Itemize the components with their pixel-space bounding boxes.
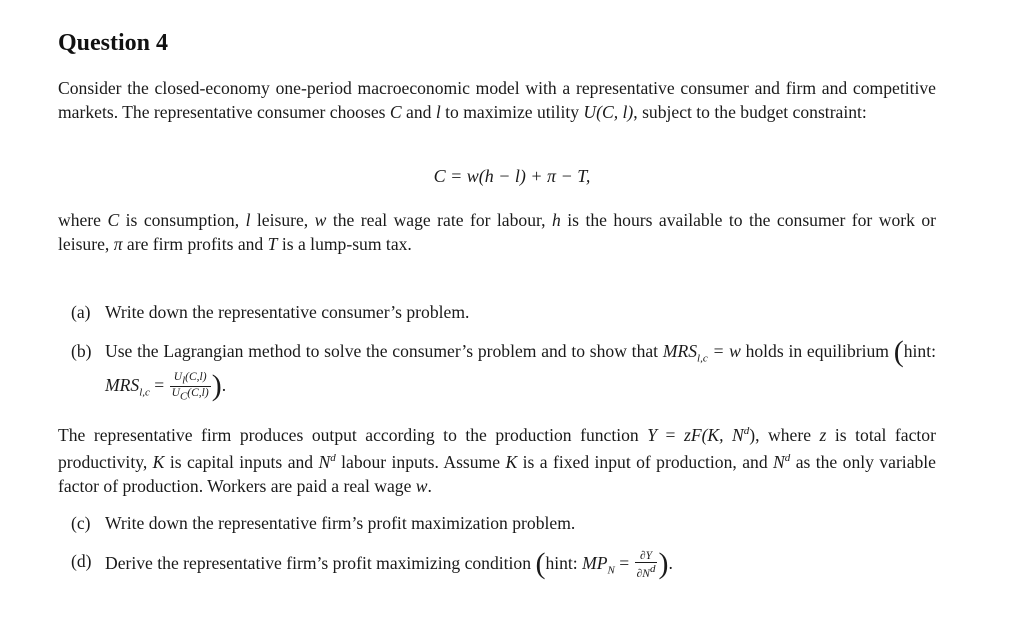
utility-function: U(C, l)	[583, 101, 634, 122]
mrs-fraction: $\frac{U_l(C,l)}{U_C(C,l)}$	[171, 371, 209, 403]
part-c	[71, 512, 936, 536]
definitions-paragraph: where C is consumption, l leisure, w the real wage rate for labour, h is the hours available to the consumer for work or leisure, π are firm profits and T is a lump-sum tax.	[58, 210, 936, 254]
part-a	[71, 301, 936, 325]
part-a-text: Write down the representative consumer’s problem.	[105, 302, 470, 322]
part-d	[71, 546, 936, 583]
part-a-label: (a)	[71, 302, 91, 322]
part-d-text: Derive the representative firm’s profit maximizing condition (hint: $MP_N$ = $\frac{\partial Y}{\partial N^d}$ ).	[105, 546, 673, 580]
part-b-label: (b)	[71, 341, 92, 361]
part-c-label: (c)	[71, 513, 91, 533]
firm-paragraph: The representative firm produces output according to the production function Y = zF(K, $N^d$), where z is total factor productivity, K is capital inputs and $N^d$ labour inputs. Assume K is a fixed input of production, and $N^d$ as the only variable factor of production. Workers are paid a real wage w.	[58, 424, 936, 496]
mpn-fraction: $\frac{\partial Y}{\partial N^d}$	[636, 550, 656, 580]
part-c-text: Write down the representative firm’s profit maximization problem.	[105, 513, 576, 533]
part-b-text: Use the Lagrangian method to solve the consumer’s problem and to show that $MRS_{l,c} = w$ holds in equilibrium (hint: $MRS_{l,c}$ = $\frac{U_l(C,l)}{U_C(C,l)}$ ).	[105, 335, 936, 403]
part-b	[71, 335, 936, 405]
part-d-label: (d)	[71, 551, 92, 571]
question-title: Question 4	[58, 30, 169, 56]
intro-paragraph: Consider the closed-economy one-period macroeconomic model with a representative consumer and firm and competitive markets. The representative consumer chooses C and l to maximize utility U(C, l), subject to the budget constraint:	[58, 78, 936, 122]
budget-constraint-equation: C = w(h − l) + π − T,	[433, 166, 591, 186]
